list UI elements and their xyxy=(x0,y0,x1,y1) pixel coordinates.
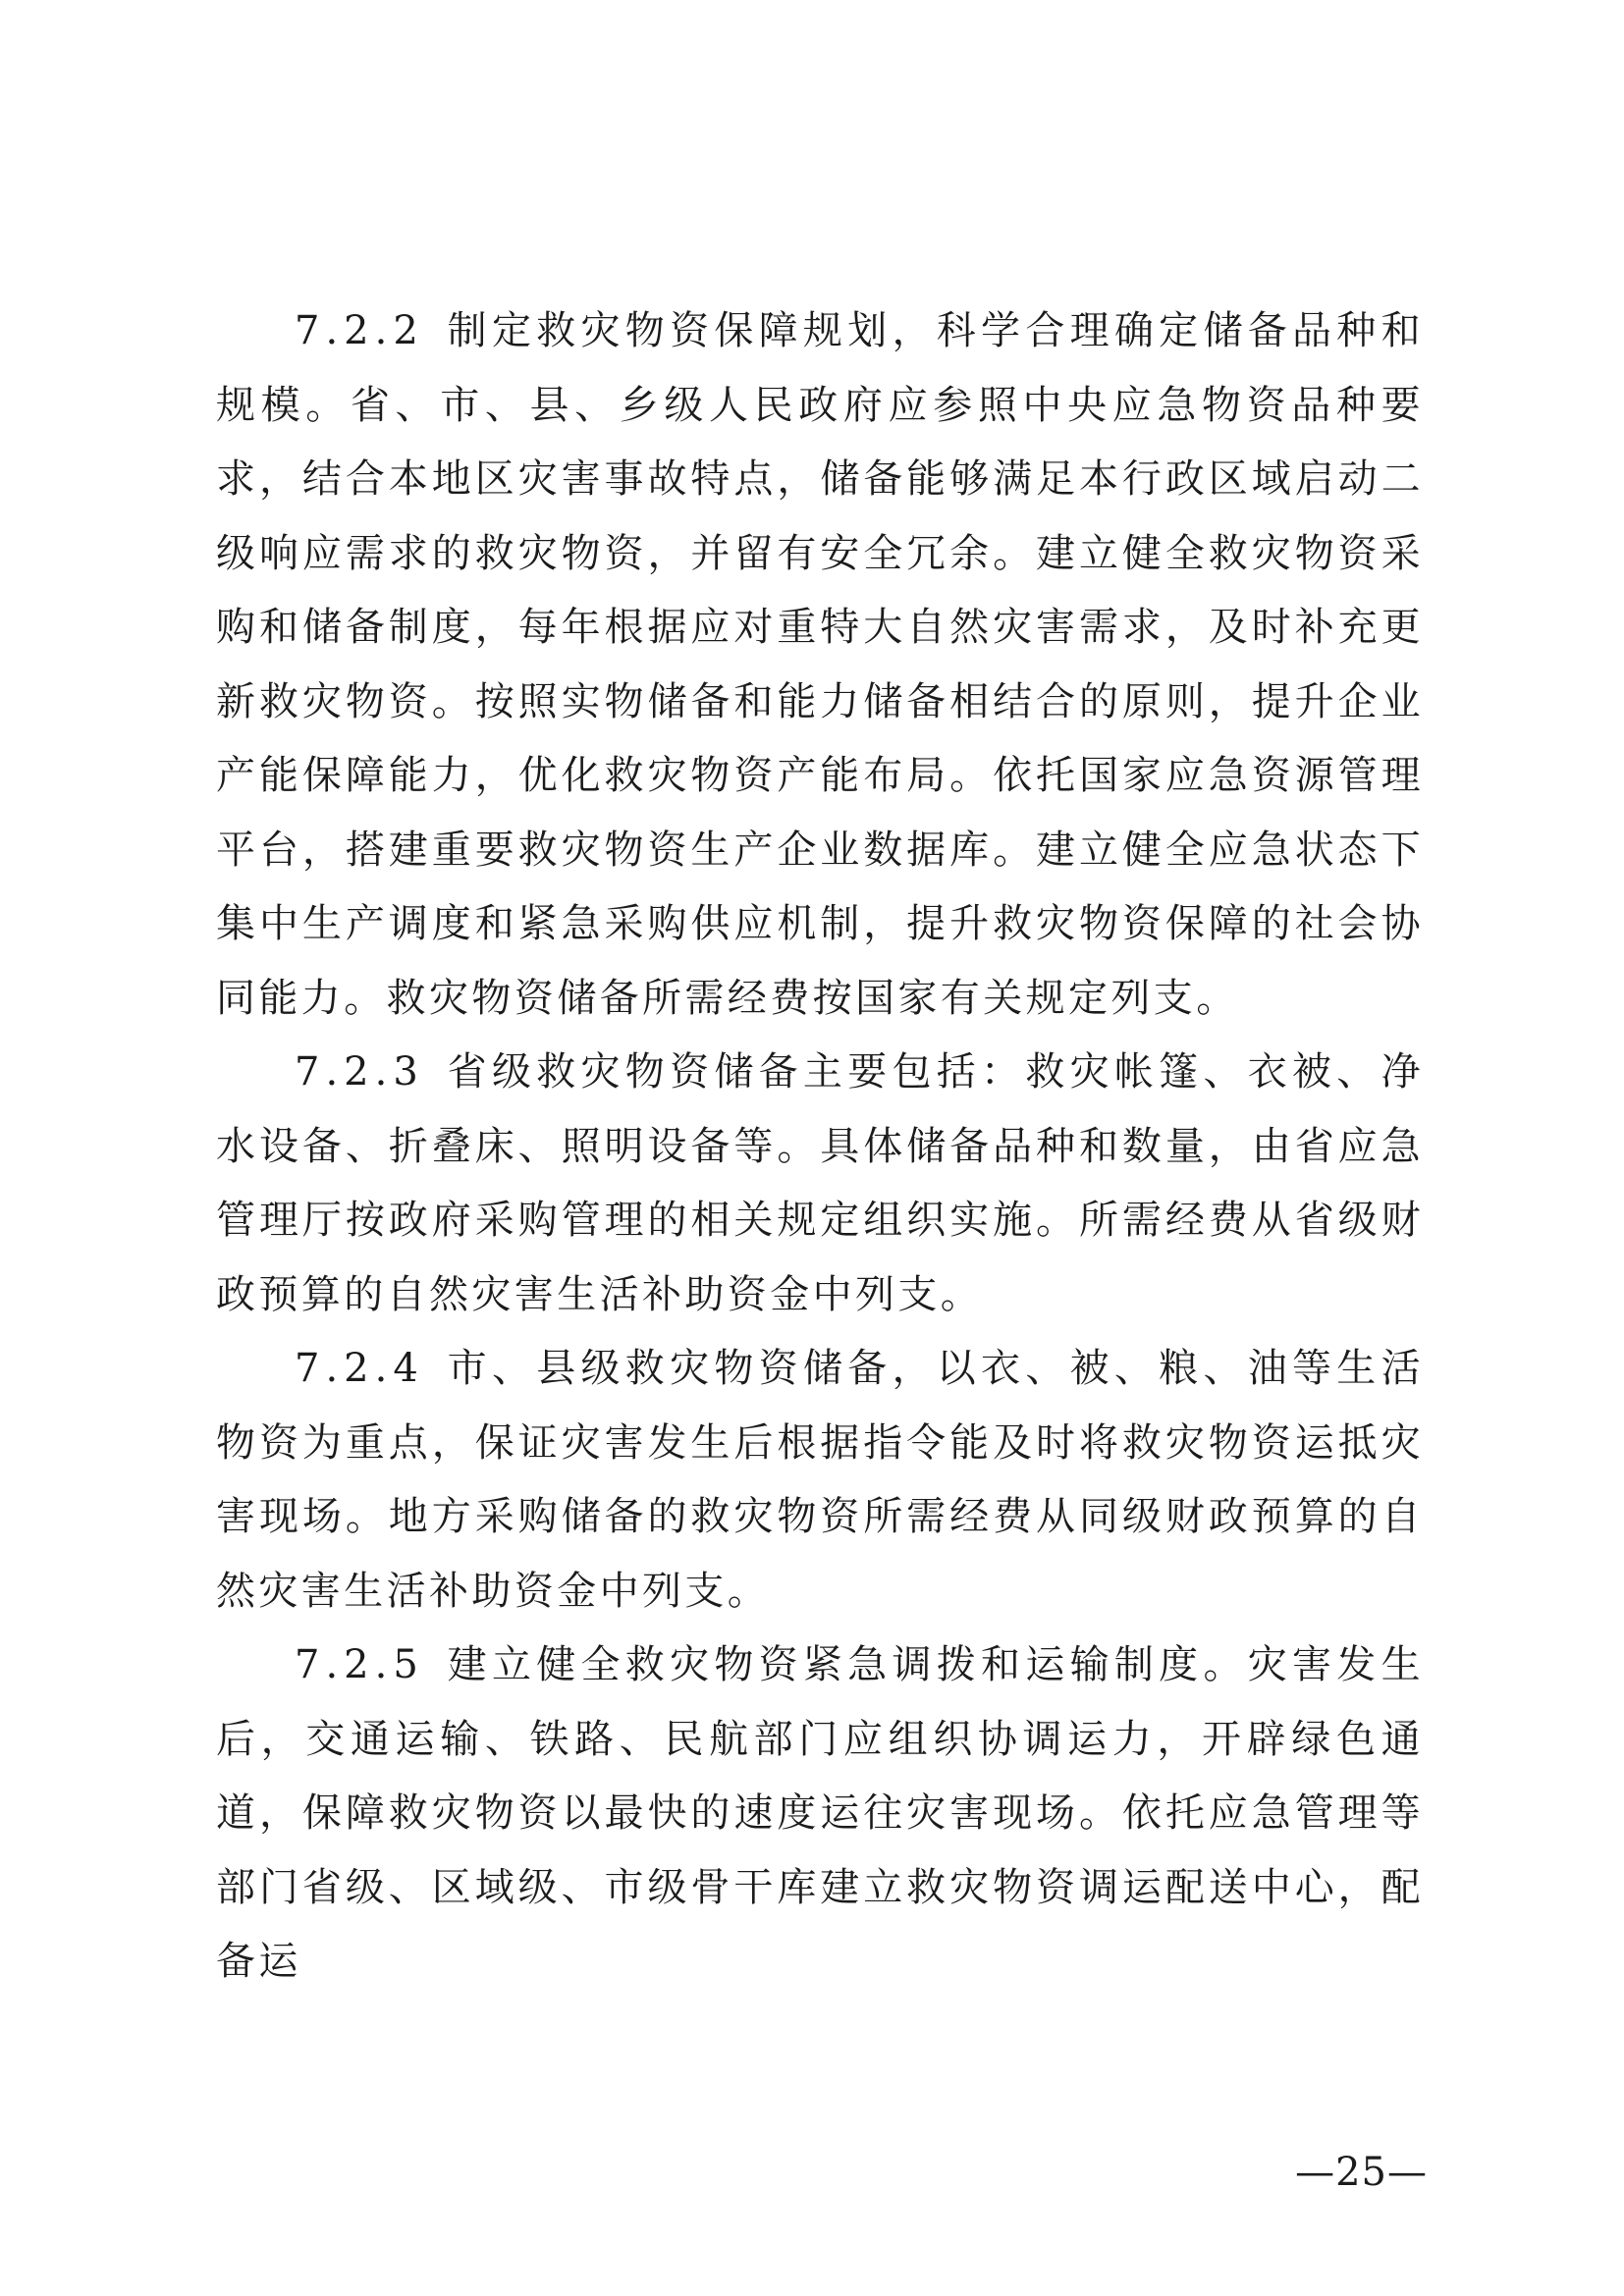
paragraph-7-2-2 xyxy=(216,294,1424,1036)
body-text xyxy=(216,294,1424,2000)
paragraph-7-2-4 xyxy=(216,1332,1424,1629)
section-number: 7.2.3 xyxy=(295,1049,424,1095)
paragraph-text: 市、县级救灾物资储备，以衣、被、粮、油等生活物资为重点，保证灾害发生后根据指令能及时将救灾物资运抵灾害现场。地方采购储备的救灾物资所需经费从同级财政预算的自然灾害生活补助资金中列支。 xyxy=(216,1346,1424,1614)
section-number: 7.2.2 xyxy=(295,308,424,353)
paragraph-7-2-3 xyxy=(216,1036,1424,1332)
section-number: 7.2.4 xyxy=(295,1346,424,1391)
paragraph-text: 建立健全救灾物资紧急调拨和运输制度。灾害发生后，交通运输、铁路、民航部门应组织协调运力，开辟绿色通道，保障救灾物资以最快的速度运往灾害现场。依托应急管理等部门省级、区域级、市级骨干库建立救灾物资调运配送中心，配备运 xyxy=(216,1642,1424,1984)
page-number: —25— xyxy=(1295,2150,1428,2195)
paragraph-text: 制定救灾物资保障规划，科学合理确定储备品种和规模。省、市、县、乡级人民政府应参照中央应急物资品种要求，结合本地区灾害事故特点，储备能够满足本行政区域启动二级响应需求的救灾物资，并留有安全冗余。建立健全救灾物资采购和储备制度，每年根据应对重特大自然灾害需求，及时补充更新救灾物资。按照实物储备和能力储备相结合的原则，提升企业产能保障能力，优化救灾物资产能布局。依托国家应急资源管理平台，搭建重要救灾物资生产企业数据库。建立健全应急状态下集中生产调度和紧急采购供应机制，提升救灾物资保障的社会协同能力。救灾物资储备所需经费按国家有关规定列支。 xyxy=(216,308,1424,1021)
paragraph-text: 省级救灾物资储备主要包括：救灾帐篷、衣被、净水设备、折叠床、照明设备等。具体储备品种和数量，由省应急管理厅按政府采购管理的相关规定组织实施。所需经费从省级财政预算的自然灾害生活补助资金中列支。 xyxy=(216,1049,1424,1317)
section-number: 7.2.5 xyxy=(295,1642,424,1687)
paragraph-7-2-5 xyxy=(216,1629,1424,2000)
